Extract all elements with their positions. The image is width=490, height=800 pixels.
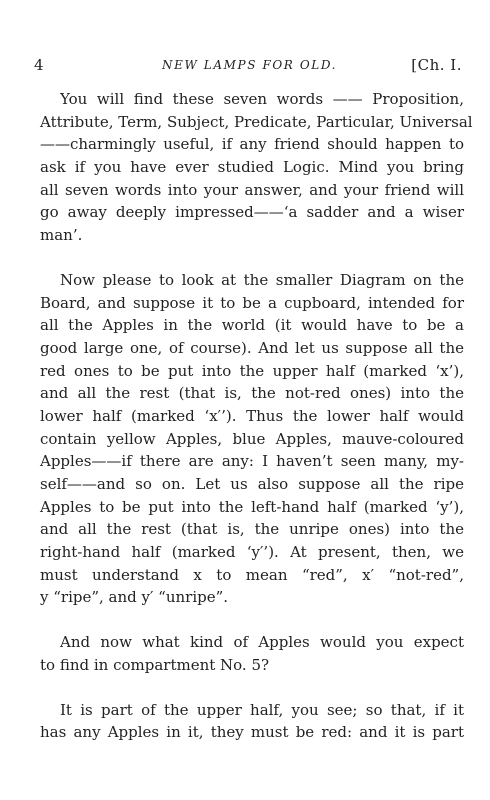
text-line: red ones to be put into the upper half (marked ‘x’),: [40, 361, 464, 380]
running-title: NEW LAMPS FOR OLD.: [162, 58, 338, 72]
text-line: And now what kind of Apples would you expect: [60, 633, 464, 652]
paragraph-gap: [40, 247, 464, 269]
text-line: Apples to be put into the left-hand half (marked ‘y’),: [40, 497, 464, 516]
paragraph-3: [40, 631, 464, 676]
text-line: Attribute, Term, Subject, Predicate, Particular, Universal: [40, 112, 473, 131]
text-line: man’.: [40, 226, 83, 245]
text-line: right-hand half (marked ‘y′’). At present, then, we: [40, 543, 464, 562]
running-head: [34, 56, 462, 78]
paragraph-2: [40, 269, 464, 609]
text-line: It is part of the upper half, you see; so that, if it: [60, 700, 464, 719]
text-line: y “ripe”, and y′ “unripe”.: [40, 588, 229, 607]
text-line: to find in compartment No. 5?: [40, 655, 270, 674]
body-text: [40, 88, 473, 744]
paragraph-gap: [40, 677, 464, 699]
text-line: You will find these seven words —— Proposition,: [60, 90, 464, 108]
text-line: and all the rest (that is, the not-red ones) into the: [40, 384, 464, 403]
chapter-mark: [Ch. I.: [411, 56, 462, 74]
page-number: 4: [34, 56, 44, 74]
text-line: all the Apples in the world (it would have to be a: [40, 316, 464, 335]
paragraph-1: [40, 88, 473, 247]
paragraph-gap: [40, 609, 464, 631]
text-line: and all the rest (that is, the unripe ones) into the: [40, 520, 464, 539]
text-line: go away deeply impressed——‘a sadder and a wiser: [40, 203, 464, 222]
text-line: Board, and suppose it to be a cupboard, intended for: [40, 293, 464, 312]
paragraph-4: [40, 699, 464, 744]
text-line: contain yellow Apples, blue Apples, mauve-coloured: [40, 429, 464, 448]
text-line: Apples——if there are any: I haven’t seen many, my-: [40, 452, 464, 471]
text-line: self——and so on. Let us also suppose all the ripe: [40, 475, 464, 493]
text-line: ——charmingly useful, if any friend should happen to: [40, 135, 464, 154]
text-line: Now please to look at the smaller Diagram on the: [60, 270, 464, 289]
text-line: lower half (marked ‘x′’). Thus the lower half would: [40, 406, 464, 425]
text-line: good large one, of course). And let us suppose all the: [40, 338, 464, 357]
text-line: all seven words into your answer, and your friend will: [40, 180, 464, 199]
text-line: ask if you have ever studied Logic. Mind you bring: [40, 158, 464, 177]
text-line: must understand x to mean “red”, x′ “not-red”,: [40, 565, 464, 584]
text-line: has any Apples in it, they must be red: and it is part: [40, 723, 464, 742]
